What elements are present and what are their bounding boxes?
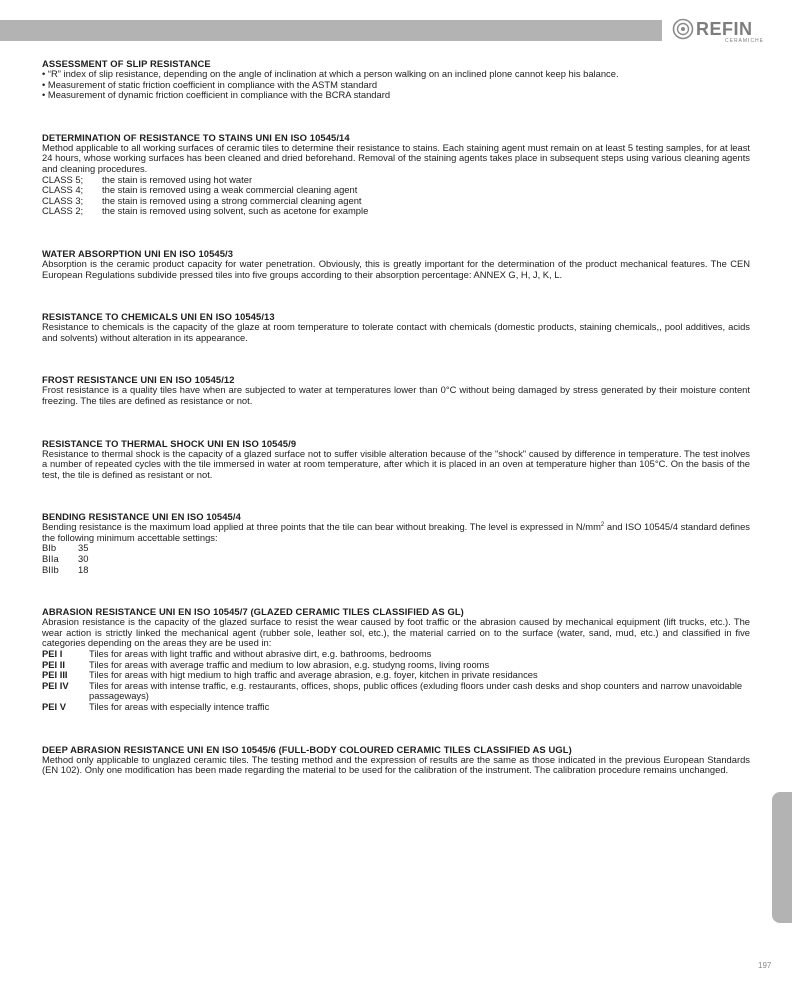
class-description: the stain is removed using a weak commercial cleaning agent (102, 184, 358, 196)
body-text: and ISO 10545/4 standard defines the following minimum accettable settings: (42, 521, 750, 543)
section-title: FROST RESISTANCE UNI EN ISO 10545/12 (42, 374, 235, 386)
class-description: the stain is removed using hot water (102, 173, 253, 185)
section-body: Abrasion resistance is the capacity of the glazed surface to resist the wear caused by foot traffic or the abrasion caused by mechanical equipment (lift trucks, etc.). The wear action is strictly linked the mechanical agent (rubber sole, leather sol, etc.), the material carried on to the surface (water, sand, mud, etc.) and classified in five categories depending on the areas they are be used in: (42, 616, 750, 649)
header-bar (0, 20, 662, 41)
list-item: • Measurement of static friction coefficient in compliance with the ASTM standard (42, 78, 378, 90)
section-title: ASSESSMENT OF SLIP RESISTANCE (42, 58, 211, 69)
section-title: WATER ABSORPTION UNI EN ISO 10545/3 (42, 247, 234, 259)
section-body: Frost resistance is a quality tiles have when are subjected to water at temperatures lower than 0°C without being damaged by stress generated by their moisture content freezing. The tiles are defined as resistance or not. (42, 384, 750, 406)
list-item (42, 565, 750, 576)
class-label: CLASS 5; (42, 173, 84, 185)
section-body (42, 522, 750, 543)
pei-description: Tiles for areas with average traffic and medium to low abrasion, e.g. studyng rooms, living rooms (89, 658, 490, 670)
side-tab (772, 792, 792, 923)
section-frost-resistance (42, 374, 750, 406)
group-label: BIIa (42, 553, 59, 565)
superscript: 2 (600, 522, 605, 529)
section-body: Resistance to thermal shock is the capacity of a glazed surface not to suffer visible alteration because of the "shock" caused by difference in temperature. The test inolves a number of repeated cycles with the tile immersed in water at room temperature, after which it is placed in an oven at temperature higher than 105°C. On the basis of the test, the tile is defined as resistant or not. (42, 447, 750, 480)
section-body: Method applicable to all working surfaces of ceramic tiles to determine their resistance to stains. Each staining agent must remain on at least 5 testing samples, for at least 24 hours, whose working surfaces has been cleaned and dried beforehand. Removal of the staining agents takes place in subsequent steps using various cleaning agents and cleaning procedures. (42, 141, 750, 174)
page-number: 197 (758, 961, 772, 970)
list-item (42, 543, 750, 554)
group-label: BIIb (42, 563, 59, 575)
pei-description: Tiles for areas with intense traffic, e.g. restaurants, offices, shops, public offices (exluding floors under cash desks and shop counters and narrow unavoidable passageways) (89, 679, 743, 702)
pei-label: PEI IV (42, 679, 69, 691)
section-title: RESISTANCE TO THERMAL SHOCK UNI EN ISO 10545/9 (42, 437, 297, 449)
brand-subtitle: CERAMICHE (725, 38, 765, 44)
class-description: the stain is removed using a strong commercial cleaning agent (102, 194, 362, 206)
list-item (42, 554, 750, 565)
section-body: Resistance to chemicals is the capacity of the glaze at room temperature to tolerate contact with chemicals (domestic products, staining chemicals,, pool additives, acids and solvents) without alteration in its appearance. (42, 321, 750, 343)
list-item (42, 681, 750, 702)
class-label: CLASS 4; (42, 184, 84, 196)
pei-label: PEI III (42, 669, 68, 681)
brand-name: REFIN (696, 19, 753, 39)
refin-logo-icon (672, 18, 694, 40)
body-text: Bending resistance is the maximum load applied at three points that the tile can bear without breaking. The level is expressed in N/mm (42, 521, 601, 533)
section-body: Method only applicable to unglazed ceramic tiles. The testing method and the expression of results are the same as those indicated in the previous European Standards (EN 102). Only one modification has been made regarding the material to be used for the calibration of the instrument. The calibration procedure remains unchanged. (42, 753, 750, 776)
pei-label: PEI I (42, 648, 63, 660)
list-item: • Measurement of dynamic friction coefficient in compliance with the BCRA standard (42, 89, 391, 101)
pei-description: Tiles for areas with higt medium to high traffic and average abrasion, e.g. foyer, kitchen in private residances (89, 669, 538, 681)
pei-description: Tiles for areas with light traffic and without abrasive dirt, e.g. bathrooms, bedrooms (89, 648, 432, 660)
section-body: Absorption is the ceramic product capacity for water penetration. Obviously, this is greatly important for the determination of the product mechanical features. The CEN European Regulations subdivide pressed tiles into five groups according to their absorption percentage: ANNEX G, H, J, K, L. (42, 257, 750, 280)
section-title: BENDING RESISTANCE UNI EN ISO 10545/4 (42, 511, 241, 523)
list-item (42, 702, 750, 713)
section-title: DEEP ABRASION RESISTANCE UNI EN ISO 10545/6 (FULL-BODY COLOURED CERAMIC TILES CLASSIFIED AS UGL) (42, 743, 572, 755)
section-title: ABRASION RESISTANCE UNI EN ISO 10545/7 (GLAZED CERAMIC TILES CLASSIFIED AS GL) (42, 606, 464, 618)
group-value: 35 (78, 542, 89, 554)
section-deep-abrasion (42, 744, 750, 776)
section-abrasion-resistance (42, 606, 750, 712)
class-label: CLASS 3; (42, 194, 84, 206)
list-item (42, 206, 750, 217)
group-value: 30 (78, 553, 89, 565)
class-description: the stain is removed using solvent, such as acetone for example (102, 205, 369, 217)
section-thermal-shock (42, 438, 750, 481)
section-chemical-resistance (42, 311, 750, 343)
main-content (42, 58, 750, 776)
pei-label: PEI V (42, 701, 66, 712)
section-stain-resistance (42, 132, 750, 217)
group-label: BIb (42, 542, 57, 554)
class-label: CLASS 2; (42, 205, 84, 217)
brand-logo (672, 18, 784, 46)
group-value: 18 (78, 563, 89, 575)
section-slip-resistance (42, 58, 750, 101)
section-title: DETERMINATION OF RESISTANCE TO STAINS UNI EN ISO 10545/14 (42, 131, 350, 143)
section-bending-resistance (42, 511, 750, 575)
list-item: • “R” index of slip resistance, depending on the angle of inclination at which a person walking on an inclined plone cannot keep his balance. (42, 68, 619, 79)
pei-label: PEI II (42, 658, 65, 670)
section-title: RESISTANCE TO CHEMICALS UNI EN ISO 10545/13 (42, 311, 275, 323)
section-water-absorption (42, 248, 750, 280)
pei-description: Tiles for areas with especially intence traffic (89, 701, 270, 712)
